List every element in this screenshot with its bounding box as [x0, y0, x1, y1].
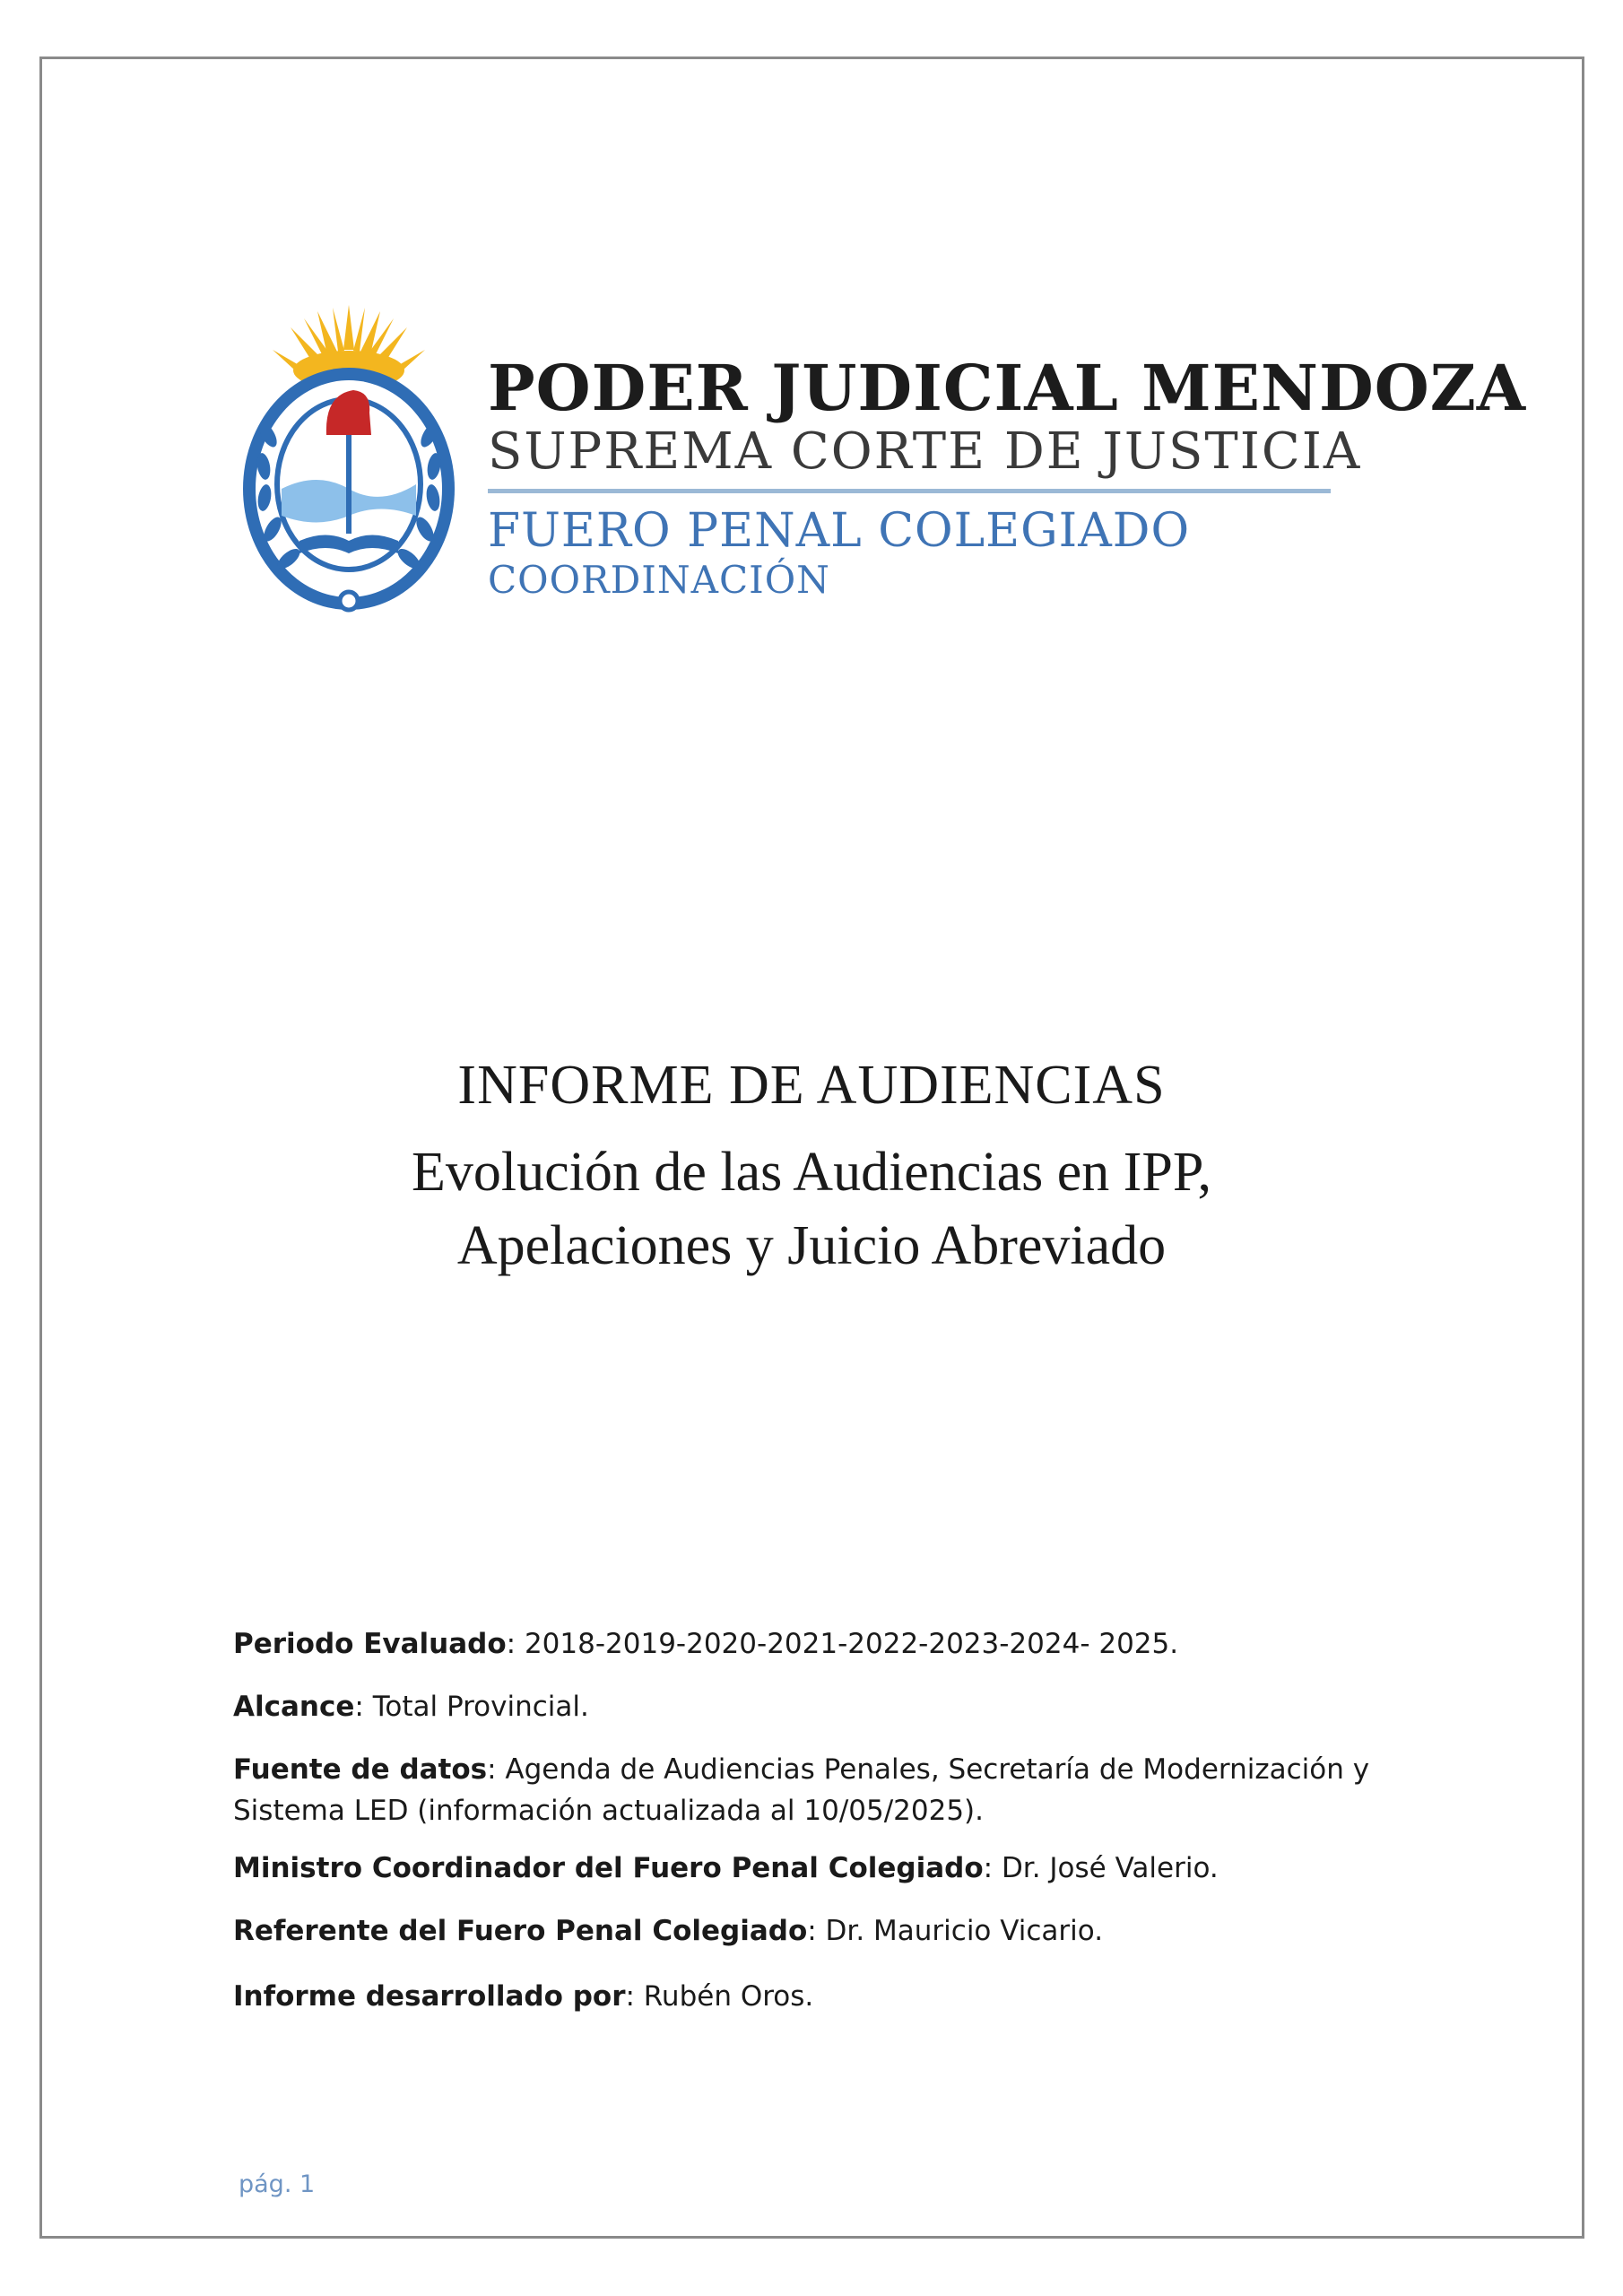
ministro-value: : Dr. José Valerio. — [983, 1852, 1219, 1884]
autor-value: : Rubén Oros. — [625, 1980, 814, 2013]
alcance-value: : Total Provincial. — [354, 1691, 589, 1723]
ministro-row — [233, 1848, 1426, 1889]
periodo-row — [233, 1623, 1426, 1665]
alcance-row — [233, 1686, 1426, 1727]
institution-logo — [237, 300, 1527, 623]
coat-of-arms-seal-icon — [237, 300, 461, 623]
logo-institution-name: PODER JUDICIAL MENDOZA — [488, 351, 1527, 425]
logo-jurisdiction-name: FUERO PENAL COLEGIADO — [488, 504, 1191, 558]
autor-row — [233, 1976, 1426, 2017]
fuente-row — [233, 1749, 1426, 1831]
referente-row — [233, 1910, 1426, 1952]
page-number: pág. 1 — [239, 2170, 316, 2198]
logo-department-name: COORDINACIÓN — [488, 558, 830, 602]
autor-label: Informe desarrollado por — [233, 1980, 626, 2013]
subtitle-line-2: Apelaciones y Juicio Abreviado — [456, 1215, 1167, 1276]
alcance-label: Alcance — [233, 1691, 355, 1723]
fuente-label: Fuente de datos — [233, 1753, 488, 1786]
referente-value: : Dr. Mauricio Vicario. — [807, 1915, 1104, 1947]
fuente-value: : Agenda de Audiencias Penales, Secretaría de Modernización y Sistema LED (información actualizada al 10/05/2025). — [233, 1753, 1370, 1827]
ministro-label: Ministro Coordinador del Fuero Penal Colegiado — [233, 1852, 984, 1884]
logo-divider — [488, 489, 1331, 493]
document-subtitle — [179, 1135, 1444, 1283]
logo-court-name: SUPREMA CORTE DE JUSTICIA — [488, 422, 1362, 481]
logo-wordmark — [488, 351, 1527, 603]
title-block — [179, 1040, 1444, 1283]
periodo-label: Periodo Evaluado — [233, 1628, 507, 1660]
periodo-value: : 2018-2019-2020-2021-2022-2023-2024- 2025. — [506, 1628, 1179, 1660]
subtitle-line-1: Evolución de las Audiencias en IPP, — [412, 1142, 1211, 1203]
referente-label: Referente del Fuero Penal Colegiado — [233, 1915, 808, 1947]
document-title: INFORME DE AUDIENCIAS — [457, 1055, 1166, 1116]
